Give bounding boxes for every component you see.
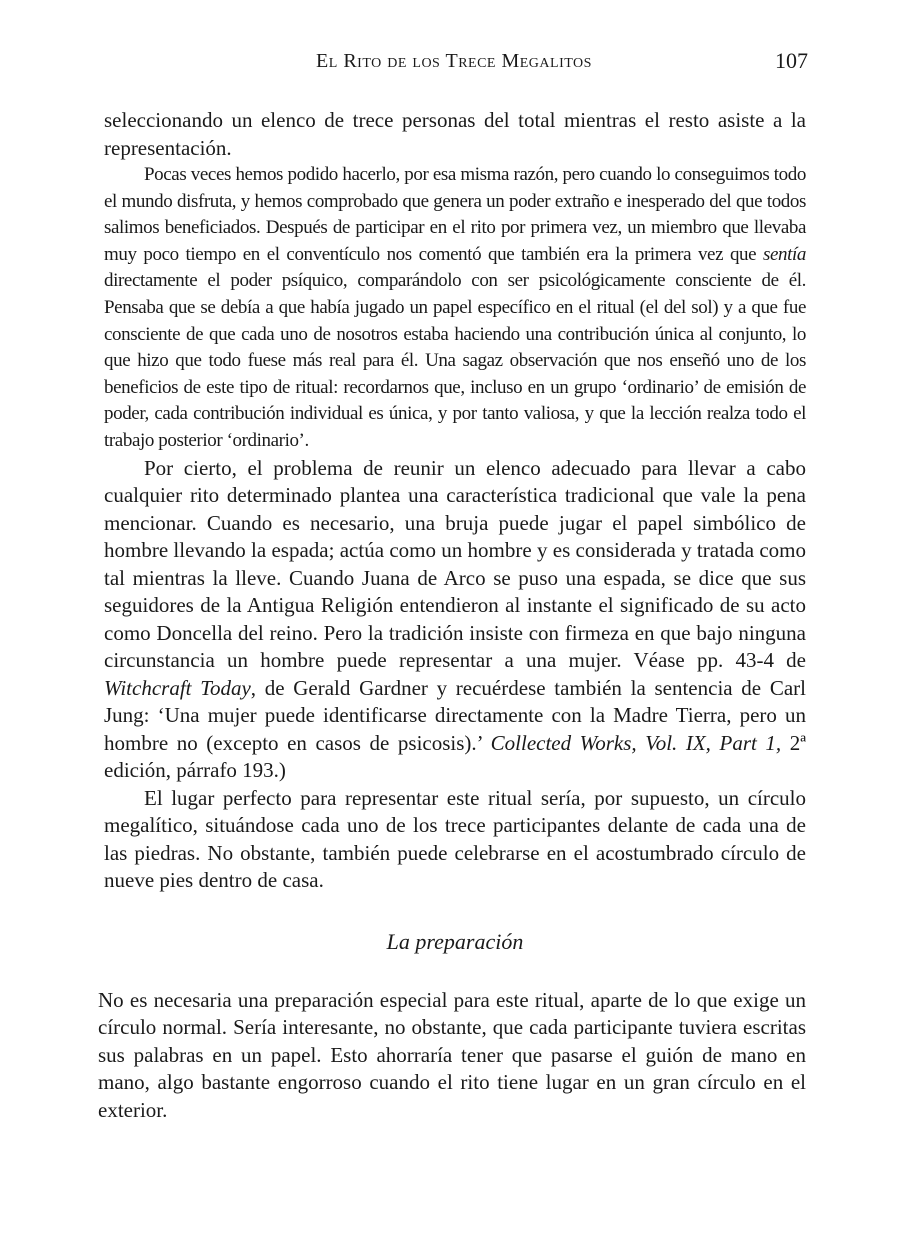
running-head [100, 50, 808, 80]
book-title-witchcraft-today: Witchcraft Today [104, 675, 251, 700]
running-title: El Rito de los Trece Megalitos [316, 50, 592, 72]
section-heading: La preparación [386, 928, 524, 954]
paragraph-5: No es necesaria una preparación especial para este ritual, aparte de lo que exige un círculo normal. Sería interesante, no obstante, que cada participante tuviera escritas sus palabras en un papel. Esto ahorraría tener que pasarse el guión de mano en mano, algo bastante engorroso cuando el rito tiene lugar en un gran círculo en el exterior. [98, 987, 806, 1122]
paragraph-2-emphasis: sentía [763, 243, 806, 265]
page-number: 107 [775, 48, 808, 73]
paragraph-2-text-a: Pocas veces hemos podido hacerlo, por esa misma razón, pero cuando lo conseguimos todo el mundo disfruta, y hemos comprobado que genera un poder extraño e inesperado del que todos salimos beneficiados. Después de participar en el rito por primera vez, un miembro que llevaba muy poco tiempo en el conventículo nos comentó que también era la primera vez que [104, 164, 806, 265]
paragraph-1: seleccionando un elenco de trece personas del total mientras el resto asiste a la representación. [104, 108, 806, 160]
paragraph-3-text-c: 2ª edición, párrafo 193.) [104, 730, 806, 783]
paragraph-2-text-b: directamente el poder psíquico, comparándolo con ser psicológicamente consciente de él. Pensaba que se debía a que había jugado un papel específico en el ritual (el del sol) y a que fue consciente de que cada uno de nosotros estaba haciendo una contribución única al conjunto, lo que hizo que todo fuese más real para él. Una sagaz observación que nos enseñó uno de los beneficios de este tipo de ritual: recordarnos que, incluso en un grupo ‘ordinario’ de emisión de poder, cada contribución individual es única, y por tanto valiosa, y que la lección realza todo el trabajo posterior ‘ordinario’. [104, 270, 806, 451]
book-title-collected-works: Collected Works, Vol. IX, Part 1, [490, 730, 782, 755]
body-text [98, 107, 806, 1124]
paragraph-4: El lugar perfecto para representar este ritual sería, por supuesto, un círculo megalítico, situándose cada uno de los trece participantes delante de cada una de las piedras. No obstante, también puede celebrarse en el acostumbrado círculo de nueve pies dentro de casa. [104, 785, 806, 893]
paragraph-2 [104, 162, 806, 455]
paragraph-3-text-b: , de Gerald Gardner y recuérdese también la sentencia de Carl Jung: ‘Una mujer puede identificarse directamente con la Madre Tierra, pero un hombre no (excepto en casos de psicosis).’ [104, 675, 806, 755]
paragraph-3-text-a: Por cierto, el problema de reunir un elenco adecuado para llevar a cabo cualquier rito determinado plantea una característica tradicional que vale la pena mencionar. Cuando es necesario, una bruja puede jugar el papel simbólico de hombre llevando la espada; actúa como un hombre y es considerada y tratada como tal mientras la lleve. Cuando Juana de Arco se puso una espada, se dice que sus seguidores de la Antigua Religión entendieron al instante el significado de su acto como Doncella del reino. Pero la tradición insiste con firmeza en que bajo ninguna circunstancia un hombre puede representar a una mujer. Véase pp. 43-4 de [104, 455, 806, 673]
paragraph-3 [104, 455, 806, 785]
